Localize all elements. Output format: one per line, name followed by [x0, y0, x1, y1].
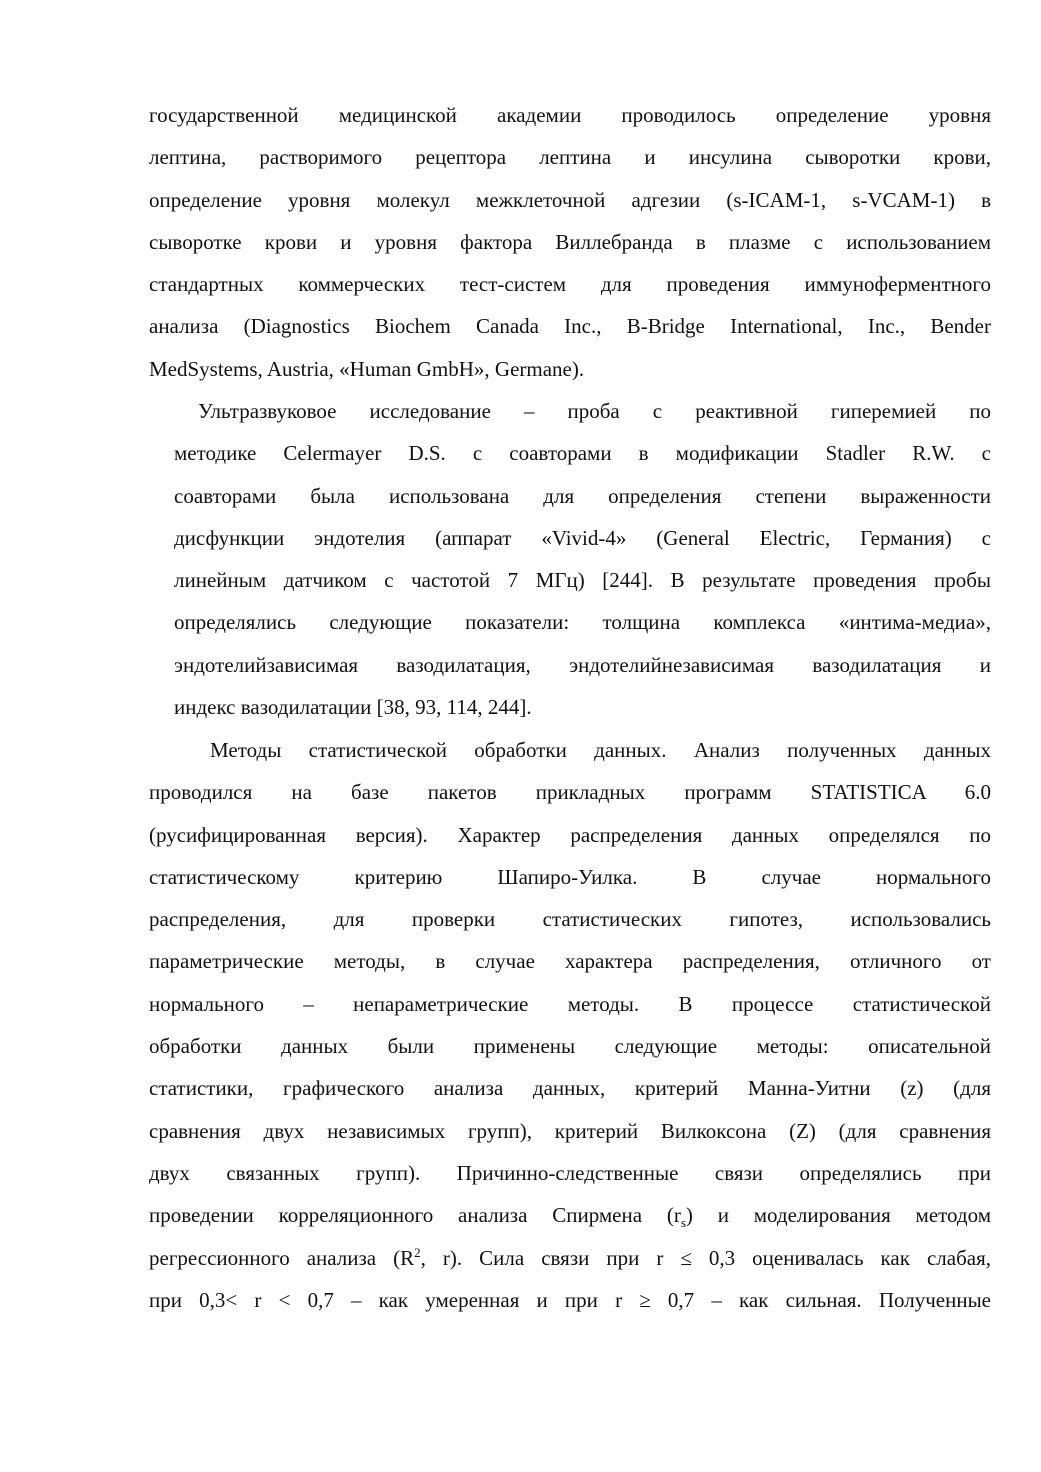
subscript: s — [680, 1215, 686, 1231]
text-line: Ультразвуковое исследование – проба с реактивной гиперемией по — [198, 399, 991, 423]
text-line: стандартных коммерческих тест-систем для проведения иммуноферментного — [149, 272, 991, 297]
text-line: обработки данных были применены следующие методы: описательной — [149, 1034, 991, 1059]
text-line: Методы статистической обработки данных. Анализ полученных данных — [210, 738, 991, 762]
text-line: параметрические методы, в случае характера распределения, отличного от — [149, 949, 991, 974]
text-segment: проведении корреляционного анализа Спирмена (r — [149, 1203, 681, 1228]
text-line: MedSystems, Austria, «Human GmbH», Germane). — [149, 356, 585, 381]
text-segment: регрессионного анализа (R — [149, 1245, 415, 1270]
text-line: двух связанных групп). Причинно-следственные связи определялись при — [149, 1160, 991, 1185]
text-line: индекс вазодилатации [38, 93, 114, 244]. — [174, 695, 532, 720]
text-line: сравнения двух независимых групп), критерий Вилкоксона (Z) (для сравнения — [149, 1118, 991, 1143]
text-line: государственной медицинской академии проводилось определение уровня — [149, 103, 991, 127]
text-line: эндотелийзависимая вазодилатация, эндотелийнезависимая вазодилатация и — [174, 652, 991, 677]
text-line: соавторами была использована для определения степени выраженности — [174, 483, 991, 508]
text-line: статистическому критерию Шапиро-Уилка. В случае нормального — [149, 864, 991, 889]
text-line: лептина, растворимого рецептора лептина и инсулина сыворотки крови, — [149, 145, 991, 170]
text-line: дисфункции эндотелия (аппарат «Vivid-4» (General Electric, Германия) с — [174, 525, 991, 550]
text-line: нормального – непараметрические методы. В процессе статистической — [149, 991, 991, 1016]
text-segment: ) и моделирования методом — [685, 1203, 992, 1228]
text-line: распределения, для проверки статистических гипотез, использовались — [149, 907, 991, 932]
text-line: анализа (Diagnostics Biochem Canada Inc., B-Bridge International, Inc., Bender — [149, 314, 991, 339]
text-line: определение уровня молекул межклеточной адгезии (s-ICAM-1, s-VCAM-1) в — [149, 187, 991, 212]
text-line: методике Celermayer D.S. с соавторами в модификации Stadler R.W. с — [174, 441, 991, 466]
text-line: линейным датчиком с частотой 7 МГц) [244]. В результате проведения пробы — [174, 568, 991, 593]
paragraph-ultrasound — [174, 394, 991, 732]
text-segment: , r). Сила связи при r ≤ 0,3 оценивалась как слабая, — [420, 1245, 991, 1270]
text-line: сыворотке крови и уровня фактора Виллебранда в плазме с использованием — [149, 229, 991, 254]
superscript: 2 — [414, 1244, 421, 1260]
text-line-regression — [149, 1241, 991, 1283]
paragraph-lab-tests — [149, 98, 991, 394]
text-line: проводился на базе пакетов прикладных программ STATISTICA 6.0 — [149, 780, 991, 805]
text-line: статистики, графического анализа данных, критерий Манна-Уитни (z) (для — [149, 1076, 991, 1101]
text-line: (русифицированная версия). Характер распределения данных определялся по — [149, 822, 991, 847]
text-line: определялись следующие показатели: толщина комплекса «интима-медиа», — [174, 610, 991, 635]
text-line-spearman — [149, 1198, 991, 1240]
paragraph-statistics — [149, 733, 991, 1325]
text-line: при 0,3< r < 0,7 – как умеренная и при r ≥ 0,7 – как сильная. Полученные — [149, 1287, 991, 1312]
